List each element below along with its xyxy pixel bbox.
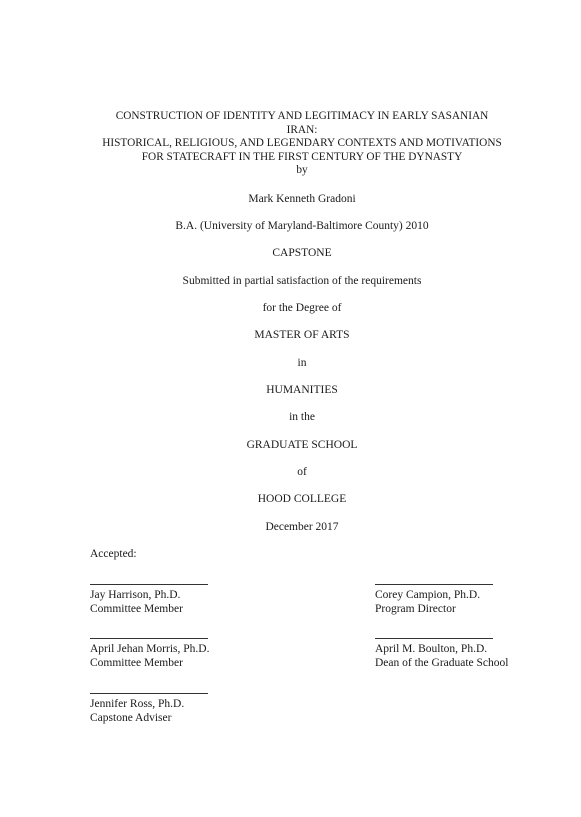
signatory-role: Committee Member (90, 603, 183, 615)
thesis-title (60, 110, 544, 178)
signature-line (375, 638, 493, 639)
degree-name: MASTER OF ARTS (254, 329, 350, 341)
field-name: HUMANITIES (266, 384, 338, 396)
school-name: GRADUATE SCHOOL (246, 439, 358, 451)
signatory-role: Capstone Adviser (90, 712, 172, 724)
submission-date: December 2017 (265, 521, 339, 533)
title-line-4: FOR STATECRAFT IN THE FIRST CENTURY OF THE DYNASTY (141, 150, 463, 163)
signatory-role: Dean of the Graduate School (375, 657, 509, 669)
by-line: by (296, 164, 308, 177)
signature-block (375, 638, 508, 670)
for-degree-text: for the Degree of (262, 302, 342, 314)
signature-block (90, 693, 208, 725)
signatory-role: Program Director (375, 603, 456, 615)
signature-block (90, 584, 208, 616)
signatory-name: Corey Campion, Ph.D. (375, 589, 481, 601)
signatory-name: Jennifer Ross, Ph.D. (90, 698, 185, 710)
signatory-name: April M. Boulton, Ph.D. (375, 643, 488, 655)
signature-line (90, 584, 208, 585)
institution-name: HOOD COLLEGE (257, 493, 347, 505)
submitted-statement: Submitted in partial satisfaction of the requirements (182, 275, 422, 287)
document-type: CAPSTONE (272, 247, 332, 259)
author-name: Mark Kenneth Gradoni (248, 193, 356, 205)
title-line-3: HISTORICAL, RELIGIOUS, AND LEGENDARY CONTEXTS AND MOTIVATIONS (102, 137, 502, 150)
signatory-name: Jay Harrison, Ph.D. (90, 589, 181, 601)
of-text: of (297, 466, 307, 478)
title-line-1: CONSTRUCTION OF IDENTITY AND LEGITIMACY IN EARLY SASANIAN (115, 110, 489, 122)
title-line-2: IRAN: (286, 123, 318, 136)
signatory-name: April Jehan Morris, Ph.D. (90, 643, 210, 655)
signature-line (90, 693, 208, 694)
signature-block (90, 638, 209, 670)
in-text: in (297, 357, 307, 369)
in-the-text: in the (289, 411, 315, 423)
prior-degree: B.A. (University of Maryland-Baltimore County) 2010 (175, 220, 429, 232)
signatory-role: Committee Member (90, 657, 183, 669)
signature-line (375, 584, 493, 585)
accepted-label: Accepted: (90, 548, 137, 560)
signature-line (90, 638, 208, 639)
signature-block (375, 584, 493, 616)
